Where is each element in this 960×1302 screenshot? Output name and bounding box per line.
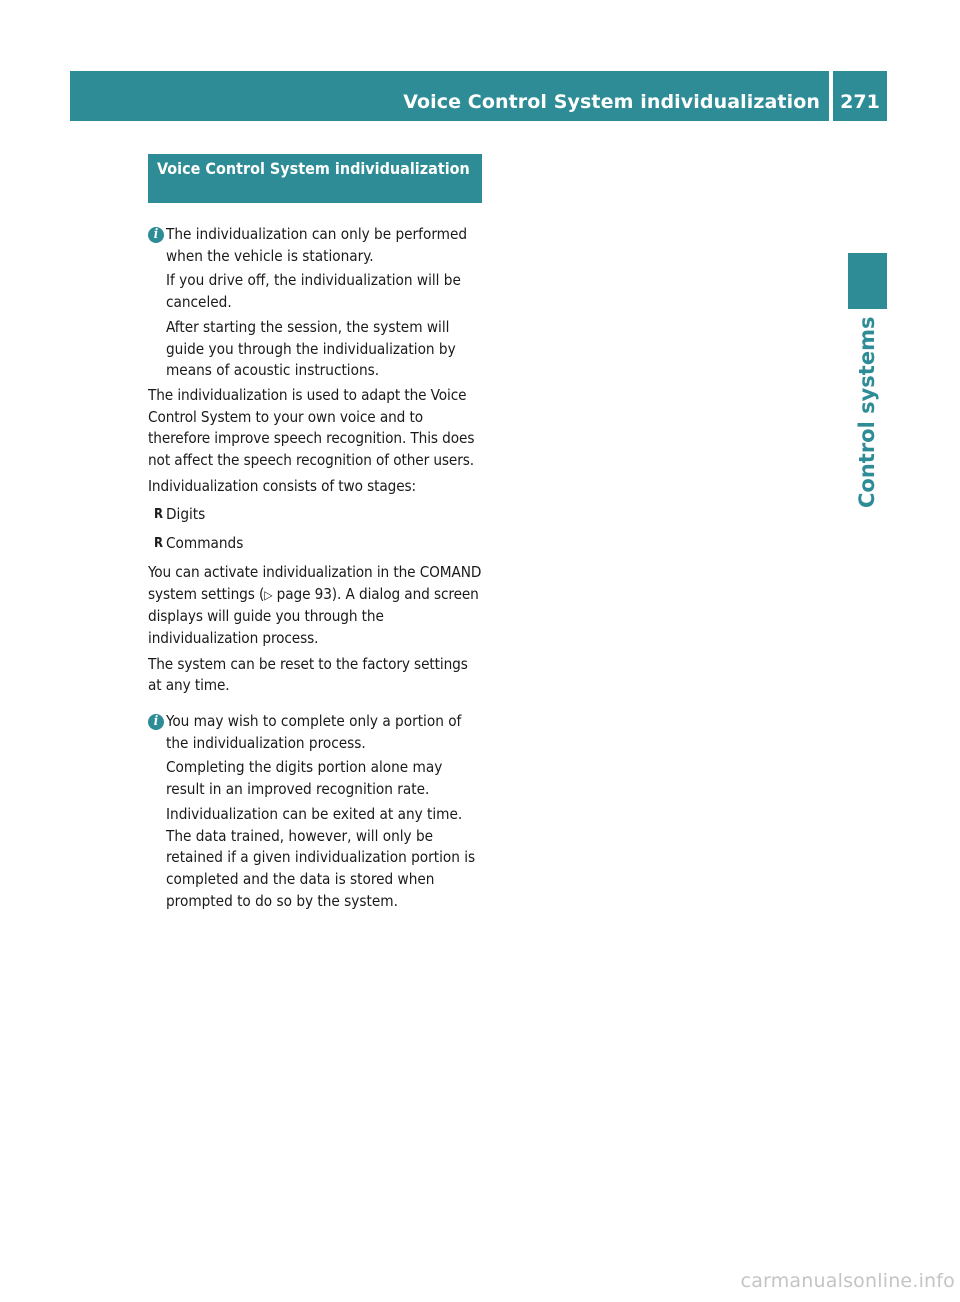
list-item (148, 504, 482, 526)
header-title: Voice Control System individualization (403, 91, 820, 113)
list-item-label: Digits (166, 505, 206, 524)
info-icon: i (148, 714, 164, 730)
watermark: carmanualsonline.info (740, 1270, 955, 1292)
info-paragraph: The individualization can only be performed when the vehicle is stationary. (166, 225, 468, 265)
body-paragraph: The system can be reset to the factory settings at any time. (148, 654, 468, 695)
info-note-1 (148, 224, 482, 382)
bullet-icon: R (154, 507, 164, 523)
list-item-label: Commands (166, 534, 244, 553)
info-note-2 (148, 711, 482, 912)
body-paragraph: The individualization is used to adapt the Voice Control System to your own voice and to therefore improve speech recognition. This does not affect the speech recognition of other users. (148, 385, 475, 470)
body-paragraph (148, 562, 482, 650)
main-content (148, 154, 482, 915)
info-paragraph: Individualization can be exited at any time. The data trained, however, will only be retained if a given individualization portion is completed and the data is stored when prompted to do so by the system. (166, 804, 476, 910)
info-paragraph: You may wish to complete only a portion of the individualization process. (166, 712, 462, 752)
body-paragraph: Individualization consists of two stages: (148, 476, 417, 495)
info-paragraph: After starting the session, the system will guide you through the individualization by means of acoustic instructions. (166, 317, 456, 380)
text-segment: You can activate individualization in the COMAND system settings ( (148, 562, 482, 603)
info-icon: i (148, 227, 164, 243)
side-tab-label: Control systems (855, 316, 879, 508)
page-reference-icon[interactable]: ▷ (264, 587, 273, 602)
list-item (148, 533, 482, 555)
side-tab-marker (848, 253, 887, 309)
bullet-icon: R (154, 536, 164, 552)
info-paragraph: Completing the digits portion alone may result in an improved recognition rate. (166, 758, 443, 799)
section-heading: Voice Control System individualization (148, 154, 482, 203)
text-segment: page 93). A dialog and screen displays will guide you through the individualization process. (148, 584, 479, 647)
page-number: 271 (840, 91, 880, 113)
info-paragraph: If you drive off, the individualization will be canceled. (166, 271, 461, 312)
